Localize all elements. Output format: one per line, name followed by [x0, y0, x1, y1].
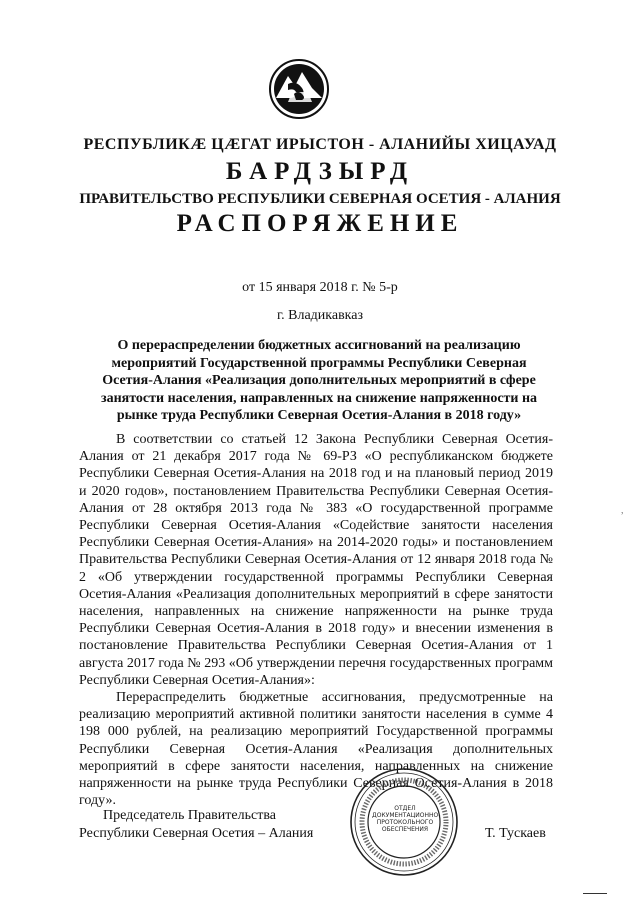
document-city: г. Владикавказ [276, 308, 364, 323]
seal-inner-text: ОТДЕЛ ДОКУМЕНТАЦИОННО-ПРОТОКОЛЬНОГО ОБЕСПЕЧЕНИЯ [372, 805, 441, 833]
body-paragraph-2: Перераспределить бюджетные ассигнования, предусмотренные на реализацию мероприятий активной политики занятости населения в сумме 4 198 000 рублей, на реализацию мероприятий Государственной программы Республики Северная Осетия-Алания «Реализация дополнительных мероприятий в сфере занятости населения, направленных на снижение напряженности на рынке труда Республики Северная Осетия-Алания в 2018 году». [79, 690, 553, 809]
document-date-number: от 15 января 2018 г. № 5-р [242, 280, 398, 295]
document-body [79, 431, 553, 809]
signatory-name: Т. Тускаев [485, 826, 546, 841]
signatory-position-line-1: Председатель Правительства [103, 808, 276, 823]
document-subject-title: О перераспределении бюджетных ассигнований на реализацию мероприятий Государственной программы Республики Северная Осетия-Алания «Реализация дополнительных мероприятий в сфере занятости населения, направленных на снижение напряженности на рынке труда Республики Северная Осетия-Алания в 2018 году» [100, 338, 538, 424]
footer-rule [583, 893, 607, 894]
header-line-ossetian: РЕСПУБЛИКӔ ЦӔГАТ ИРЫСТОН - АЛАНИЙЫ ХИЦАУАД [83, 136, 557, 153]
signatory-position-line-2: Республики Северная Осетия – Алания [79, 826, 314, 841]
header-line-bardzyrd: БАРДЗЫРД [225, 158, 415, 185]
signatory-position [79, 807, 314, 843]
body-paragraph-1: В соответствии со статьей 12 Закона Республики Северная Осетия-Алания от 21 декабря 2017 года № 69-РЗ «О республиканском бюджете Республики Северная Осетия-Алания на 2018 год и на плановый период 2019 и 2020 годов», постановлением Правительства Республики Северная Осетия-Алания от 28 октября 2013 года № 383 «О государственной программе Республики Северная Осетия-Алания «Содействие занятости населения Республики Северная Осетия-Алания» на 2014-2020 годы» и постановлением Правительства Республики Северная Осетия-Алания от 12 января 2018 года № 2 «Об утверждении государственной программы Республики Северная Осетия-Алания «Реализация дополнительных мероприятий в сфере занятости населения, направленных на снижение напряженности на рынке труда Республики Северная Осетия-Алания в 2018 году» и внесении изменения в постановление Правительства Республики Северная Осетия-Алания от 1 августа 2017 года № 293 «Об утверждении перечня государственных программ Республики Северная Осетия-Алания»: [79, 432, 553, 688]
header-line-government: ПРАВИТЕЛЬСТВО РЕСПУБЛИКИ СЕВЕРНАЯ ОСЕТИЯ - АЛАНИЯ [79, 191, 561, 207]
margin-mark: , [621, 505, 624, 516]
coat-of-arms-icon [268, 58, 330, 120]
document-type-title: РАСПОРЯЖЕНИЕ [176, 210, 464, 237]
